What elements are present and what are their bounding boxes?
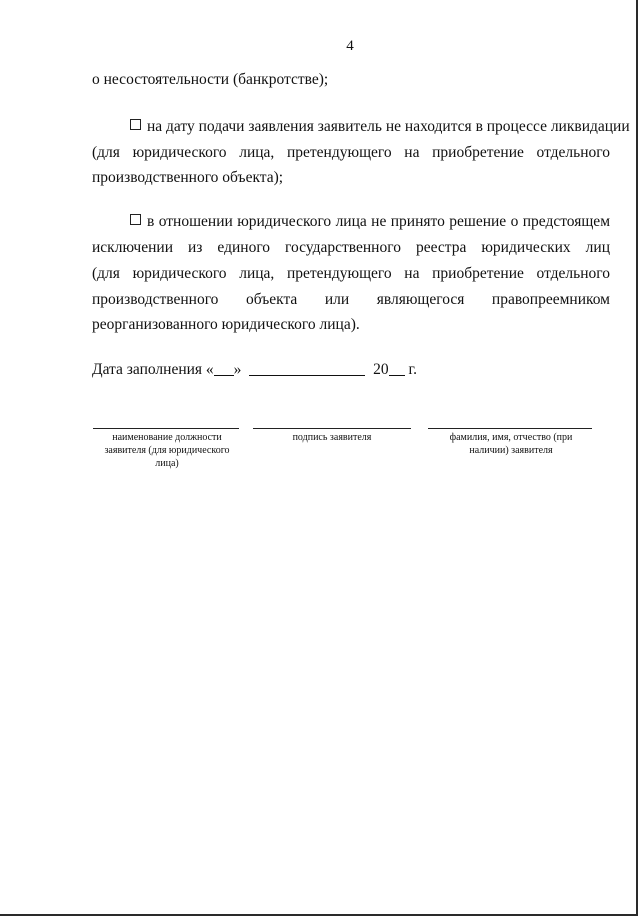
year-prefix: 20: [373, 361, 389, 378]
signature-caption: подпись заявителя: [292, 432, 372, 443]
paragraph-line: исключении из единого государственного реестра юридических лиц: [92, 239, 610, 256]
paragraph-line: (для юридического лица, претендующего на приобретение отдельного: [92, 144, 610, 161]
open-quote: «: [205, 361, 214, 378]
year-field[interactable]: [389, 361, 405, 376]
year-suffix: г.: [408, 361, 418, 378]
name-caption: фамилия, имя, отчество (при наличии) заявителя: [449, 432, 573, 456]
paragraph-line: реорганизованного юридического лица).: [92, 316, 360, 333]
signature-line[interactable]: [253, 428, 411, 429]
paragraph-line: (для юридического лица, претендующего на приобретение отдельного: [92, 265, 610, 282]
checkbox-icon[interactable]: [130, 214, 141, 225]
date-fill-row: [92, 360, 610, 380]
paragraph-line: в отношении юридического лица не принято решение о предстоящем: [147, 213, 610, 230]
checkbox-paragraph-exclusion: [130, 212, 610, 232]
checkbox-icon[interactable]: [130, 119, 141, 130]
close-quote: »: [233, 361, 242, 378]
paragraph-line: производственного объекта);: [92, 169, 284, 186]
position-signature-line[interactable]: [93, 428, 239, 429]
paragraph-line: на дату подачи заявления заявитель не находится в процессе ликвидации: [147, 118, 630, 135]
page-number: 4: [346, 38, 354, 54]
position-caption: наименование должности заявителя (для юридического лица): [104, 432, 230, 469]
paragraph-line: производственного объекта или являющегося правопреемником: [92, 291, 610, 308]
name-signature-line[interactable]: [428, 428, 592, 429]
checkbox-paragraph-liquidation: [130, 117, 630, 137]
day-field[interactable]: [214, 361, 234, 376]
paragraph-line: о несостоятельности (банкротстве);: [92, 71, 329, 88]
date-fill-label: Дата заполнения: [92, 361, 203, 378]
month-field[interactable]: [249, 361, 365, 376]
